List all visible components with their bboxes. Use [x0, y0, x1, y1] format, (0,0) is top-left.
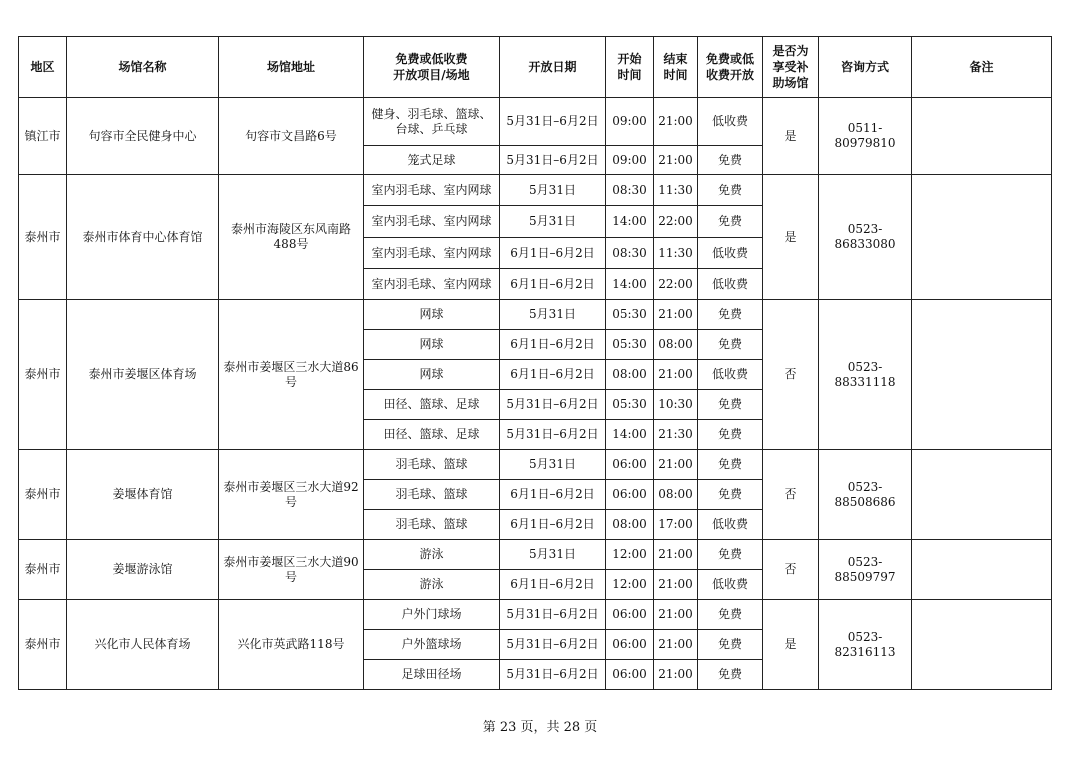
cell-date: 6月1日–6月2日 — [500, 570, 606, 600]
cell-item: 羽毛球、篮球 — [364, 480, 500, 510]
cell-contact: 0523-88331118 — [819, 300, 912, 450]
cell-fee-type: 低收费 — [698, 98, 763, 146]
cell-date: 5月31日 — [500, 300, 606, 330]
cell-venue-address: 泰州市姜堰区三水大道90号 — [219, 540, 364, 600]
cell-start-time: 14:00 — [606, 206, 654, 238]
cell-fee-type: 免费 — [698, 390, 763, 420]
cell-end-time: 22:00 — [654, 206, 698, 238]
cell-contact: 0523-86833080 — [819, 175, 912, 300]
cell-start-time: 12:00 — [606, 570, 654, 600]
cell-contact: 0523-88508686 — [819, 450, 912, 540]
cell-fee-type: 免费 — [698, 206, 763, 238]
cell-item: 健身、羽毛球、篮球、台球、乒乓球 — [364, 98, 500, 146]
cell-item: 田径、篮球、足球 — [364, 390, 500, 420]
table-row — [19, 175, 1052, 206]
cell-end-time: 21:00 — [654, 600, 698, 630]
cell-item: 田径、篮球、足球 — [364, 420, 500, 450]
header-contact: 咨询方式 — [819, 37, 912, 98]
cell-fee-type: 免费 — [698, 300, 763, 330]
cell-start-time: 06:00 — [606, 450, 654, 480]
schedule-sheet — [18, 36, 1051, 690]
cell-item: 羽毛球、篮球 — [364, 450, 500, 480]
cell-start-time: 05:30 — [606, 390, 654, 420]
header-start-time: 开始 时间 — [606, 37, 654, 98]
header-region: 地区 — [19, 37, 67, 98]
cell-start-time: 06:00 — [606, 600, 654, 630]
cell-subsidy: 是 — [763, 98, 819, 175]
cell-fee-type: 低收费 — [698, 570, 763, 600]
cell-end-time: 21:30 — [654, 420, 698, 450]
cell-remarks — [912, 600, 1052, 690]
cell-end-time: 11:30 — [654, 238, 698, 269]
cell-end-time: 22:00 — [654, 269, 698, 300]
cell-remarks — [912, 450, 1052, 540]
header-open-date: 开放日期 — [500, 37, 606, 98]
table-row — [19, 300, 1052, 330]
cell-date: 5月31日–6月2日 — [500, 660, 606, 690]
cell-venue-name: 泰州市体育中心体育馆 — [67, 175, 219, 300]
cell-fee-type: 免费 — [698, 630, 763, 660]
header-venue-name: 场馆名称 — [67, 37, 219, 98]
cell-subsidy: 是 — [763, 175, 819, 300]
cell-item: 网球 — [364, 300, 500, 330]
cell-end-time: 21:00 — [654, 98, 698, 146]
cell-fee-type: 免费 — [698, 330, 763, 360]
cell-venue-name: 姜堰游泳馆 — [67, 540, 219, 600]
cell-venue-address: 泰州市姜堰区三水大道92号 — [219, 450, 364, 540]
cell-fee-type: 免费 — [698, 480, 763, 510]
cell-venue-name: 兴化市人民体育场 — [67, 600, 219, 690]
cell-date: 6月1日–6月2日 — [500, 238, 606, 269]
cell-date: 5月31日 — [500, 206, 606, 238]
cell-item: 室内羽毛球、室内网球 — [364, 206, 500, 238]
cell-start-time: 05:30 — [606, 300, 654, 330]
page-footer: 第 23 页，共 28 页 — [482, 720, 598, 735]
cell-venue-address: 泰州市姜堰区三水大道86号 — [219, 300, 364, 450]
cell-end-time: 08:00 — [654, 330, 698, 360]
venue-table — [18, 36, 1052, 690]
cell-item: 室内羽毛球、室内网球 — [364, 269, 500, 300]
cell-start-time: 05:30 — [606, 330, 654, 360]
cell-start-time: 06:00 — [606, 660, 654, 690]
cell-item: 室内羽毛球、室内网球 — [364, 238, 500, 269]
cell-subsidy: 否 — [763, 450, 819, 540]
cell-date: 5月31日 — [500, 450, 606, 480]
cell-date: 5月31日–6月2日 — [500, 600, 606, 630]
table-body — [19, 98, 1052, 690]
cell-fee-type: 低收费 — [698, 238, 763, 269]
cell-start-time: 12:00 — [606, 540, 654, 570]
cell-fee-type: 低收费 — [698, 269, 763, 300]
cell-end-time: 10:30 — [654, 390, 698, 420]
cell-date: 5月31日–6月2日 — [500, 98, 606, 146]
cell-date: 5月31日 — [500, 175, 606, 206]
header-free-items: 免费或低收费 开放项目/场地 — [364, 37, 500, 98]
cell-fee-type: 免费 — [698, 540, 763, 570]
cell-region: 泰州市 — [19, 300, 67, 450]
cell-start-time: 08:30 — [606, 175, 654, 206]
header-venue-address: 场馆地址 — [219, 37, 364, 98]
cell-fee-type: 免费 — [698, 660, 763, 690]
cell-date: 6月1日–6月2日 — [500, 510, 606, 540]
cell-region: 泰州市 — [19, 175, 67, 300]
cell-date: 5月31日–6月2日 — [500, 630, 606, 660]
cell-start-time: 08:00 — [606, 360, 654, 390]
cell-end-time: 21:00 — [654, 146, 698, 175]
cell-item: 羽毛球、篮球 — [364, 510, 500, 540]
cell-subsidy: 否 — [763, 540, 819, 600]
cell-start-time: 08:00 — [606, 510, 654, 540]
cell-date: 6月1日–6月2日 — [500, 480, 606, 510]
cell-remarks — [912, 540, 1052, 600]
cell-end-time: 21:00 — [654, 570, 698, 600]
table-row — [19, 600, 1052, 630]
cell-start-time: 06:00 — [606, 480, 654, 510]
table-row — [19, 98, 1052, 146]
cell-date: 5月31日–6月2日 — [500, 146, 606, 175]
table-row — [19, 540, 1052, 570]
header-row — [19, 37, 1052, 98]
cell-end-time: 17:00 — [654, 510, 698, 540]
cell-date: 6月1日–6月2日 — [500, 360, 606, 390]
cell-date: 5月31日 — [500, 540, 606, 570]
header-remarks: 备注 — [912, 37, 1052, 98]
cell-fee-type: 低收费 — [698, 360, 763, 390]
cell-subsidy: 否 — [763, 300, 819, 450]
cell-start-time: 06:00 — [606, 630, 654, 660]
cell-end-time: 21:00 — [654, 630, 698, 660]
cell-date: 5月31日–6月2日 — [500, 390, 606, 420]
table-row — [19, 450, 1052, 480]
cell-end-time: 21:00 — [654, 450, 698, 480]
cell-venue-address: 泰州市海陵区东风南路488号 — [219, 175, 364, 300]
cell-fee-type: 免费 — [698, 175, 763, 206]
cell-venue-name: 姜堰体育馆 — [67, 450, 219, 540]
cell-item: 户外门球场 — [364, 600, 500, 630]
cell-fee-type: 免费 — [698, 450, 763, 480]
cell-remarks — [912, 175, 1052, 300]
cell-region: 泰州市 — [19, 600, 67, 690]
cell-end-time: 11:30 — [654, 175, 698, 206]
cell-end-time: 08:00 — [654, 480, 698, 510]
cell-fee-type: 免费 — [698, 600, 763, 630]
cell-fee-type: 免费 — [698, 420, 763, 450]
cell-item: 网球 — [364, 330, 500, 360]
cell-end-time: 21:00 — [654, 660, 698, 690]
cell-start-time: 08:30 — [606, 238, 654, 269]
cell-contact: 0523-82316113 — [819, 600, 912, 690]
cell-item: 游泳 — [364, 570, 500, 600]
cell-venue-address: 兴化市英武路118号 — [219, 600, 364, 690]
header-free-or-low: 免费或低 收费开放 — [698, 37, 763, 98]
cell-remarks — [912, 300, 1052, 450]
cell-venue-address: 句容市文昌路6号 — [219, 98, 364, 175]
header-subsidy: 是否为 享受补 助场馆 — [763, 37, 819, 98]
cell-region: 镇江市 — [19, 98, 67, 175]
cell-item: 足球田径场 — [364, 660, 500, 690]
cell-date: 6月1日–6月2日 — [500, 330, 606, 360]
cell-item: 户外篮球场 — [364, 630, 500, 660]
cell-end-time: 21:00 — [654, 540, 698, 570]
cell-contact: 0511-80979810 — [819, 98, 912, 175]
cell-end-time: 21:00 — [654, 300, 698, 330]
cell-region: 泰州市 — [19, 540, 67, 600]
cell-start-time: 09:00 — [606, 98, 654, 146]
cell-start-time: 09:00 — [606, 146, 654, 175]
cell-contact: 0523-88509797 — [819, 540, 912, 600]
cell-remarks — [912, 98, 1052, 175]
cell-item: 室内羽毛球、室内网球 — [364, 175, 500, 206]
cell-start-time: 14:00 — [606, 269, 654, 300]
cell-item: 网球 — [364, 360, 500, 390]
cell-date: 6月1日–6月2日 — [500, 269, 606, 300]
cell-fee-type: 低收费 — [698, 510, 763, 540]
header-end-time: 结束 时间 — [654, 37, 698, 98]
cell-date: 5月31日–6月2日 — [500, 420, 606, 450]
cell-venue-name: 泰州市姜堰区体育场 — [67, 300, 219, 450]
cell-start-time: 14:00 — [606, 420, 654, 450]
cell-item: 笼式足球 — [364, 146, 500, 175]
cell-region: 泰州市 — [19, 450, 67, 540]
cell-end-time: 21:00 — [654, 360, 698, 390]
cell-item: 游泳 — [364, 540, 500, 570]
cell-venue-name: 句容市全民健身中心 — [67, 98, 219, 175]
cell-fee-type: 免费 — [698, 146, 763, 175]
cell-subsidy: 是 — [763, 600, 819, 690]
